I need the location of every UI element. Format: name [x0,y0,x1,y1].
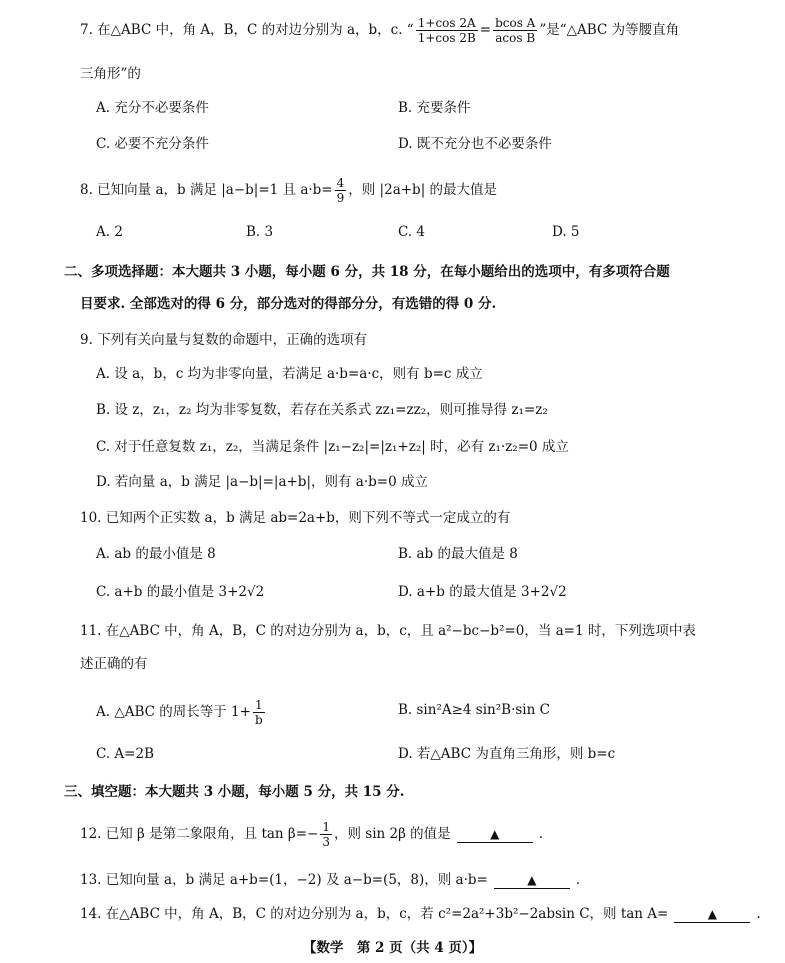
question-11-option-a-text: A. △ABC 的周长等于 1+ [96,704,251,720]
question-9-text: 9. 下列有关向量与复数的命题中，正确的选项有 [80,332,368,348]
question-7-text-end: ”是“△ABC 为等腰直角 [539,22,680,38]
question-8-text: 8. 已知向量 a，b 满足 |a−b|=1 且 a·b= [80,182,333,198]
question-7-line [80,16,679,45]
question-7-option-b: B. 充要条件 [398,100,471,116]
period: . [756,906,761,922]
fraction-denominator: b [254,713,263,727]
question-14-line [80,904,761,924]
equals-sign: = [479,22,492,38]
question-10-option-a: A. ab 的最小值是 8 [96,546,216,562]
fraction [493,16,537,45]
question-7-option-a: A. 充分不必要条件 [96,100,209,116]
question-8-option-a: A. 2 [96,224,123,240]
fraction-numerator: 4 [336,176,345,190]
question-14-text: 14. 在△ABC 中，角 A，B，C 的对边分别为 a，b，c，若 c²=2a²+3b²−2absin C，则 tan A= [80,906,669,922]
question-8-option-b: B. 3 [246,224,274,240]
section-2-heading: 二、多项选择题：本大题共 3 小题，每小题 6 分，共 18 分，在每小题给出的选项中，有多项符合题 [64,264,670,280]
question-7-continuation: 三角形”的 [80,66,141,82]
question-9-option-d: D. 若向量 a，b 满足 |a−b|=|a+b|，则有 a·b=0 成立 [96,474,428,490]
period: . [575,872,581,888]
fraction [320,820,332,849]
question-10-option-c: C. a+b 的最小值是 3+2√2 [96,584,265,600]
question-11-continuation: 述正确的有 [80,656,148,672]
question-12-text-end: ，则 sin 2β 的值是 [333,826,451,842]
question-8-line [80,176,497,205]
fraction-denominator: 1+cos 2B [417,31,476,45]
answer-blank[interactable]: ▲ [457,826,533,843]
question-12-text: 12. 已知 β 是第二象限角，且 tan β=− [80,826,319,842]
question-11-option-b: B. sin²A≥4 sin²B·sin C [398,702,550,718]
question-13-text: 13. 已知向量 a，b 满足 a+b=(1，−2) 及 a−b=(5，8)，则 a·b= [80,872,488,888]
question-10-option-d: D. a+b 的最大值是 3+2√2 [398,584,567,600]
question-7-text: 7. 在△ABC 中，角 A，B，C 的对边分别为 a，b，c. “ [80,22,414,38]
question-10-text: 10. 已知两个正实数 a，b 满足 ab=2a+b，则下列不等式一定成立的有 [80,510,511,526]
question-13-line [80,870,580,890]
period: . [538,826,543,842]
question-8-option-c: C. 4 [398,224,426,240]
question-11-text: 11. 在△ABC 中，角 A，B，C 的对边分别为 a，b，c，且 a²−bc−b²=0，当 a=1 时，下列选项中表 [80,623,696,639]
question-10-option-b: B. ab 的最大值是 8 [398,546,518,562]
fraction-numerator: 1 [322,820,330,834]
fraction [253,698,265,727]
answer-blank[interactable]: ▲ [494,872,570,889]
question-9-option-a: A. 设 a，b，c 均为非零向量，若满足 a·b=a·c，则有 b=c 成立 [96,366,483,382]
question-8-option-d: D. 5 [552,224,580,240]
answer-blank[interactable]: ▲ [674,906,750,923]
fraction [335,176,347,205]
question-9-option-c: C. 对于任意复数 z₁，z₂，当满足条件 |z₁−z₂|=|z₁+z₂| 时，必有 z₁·z₂=0 成立 [96,439,569,455]
fraction-denominator: 3 [322,835,330,849]
fraction-numerator: 1+cos 2A [416,16,478,31]
question-8-text-end: ，则 |2a+b| 的最大值是 [348,182,498,198]
page-footer: 【数学 第 2 页（共 4 页）】 [302,940,483,956]
fraction-denominator: acos B [495,31,536,45]
question-7-option-c: C. 必要不充分条件 [96,136,209,152]
fraction-numerator: 1 [253,698,265,713]
fraction-numerator: bcos A [495,16,536,30]
question-12-line [80,820,543,849]
question-11-option-c: C. A=2B [96,746,155,762]
question-11-option-a [96,698,267,727]
question-9-option-b: B. 设 z，z₁，z₂ 均为非零复数，若存在关系式 zz₁=zz₂，则可推导得 z₁=z₂ [96,402,548,418]
question-7-option-d: D. 既不充分也不必要条件 [398,136,552,152]
section-3-heading: 三、填空题：本大题共 3 小题，每小题 5 分，共 15 分. [64,784,405,800]
question-11-option-d: D. 若△ABC 为直角三角形，则 b=c [398,746,616,762]
fraction [416,16,478,45]
section-2-heading-continuation: 目要求. 全部选对的得 6 分，部分选对的得部分分，有选错的得 0 分. [80,296,497,312]
fraction-denominator: 9 [336,191,345,205]
